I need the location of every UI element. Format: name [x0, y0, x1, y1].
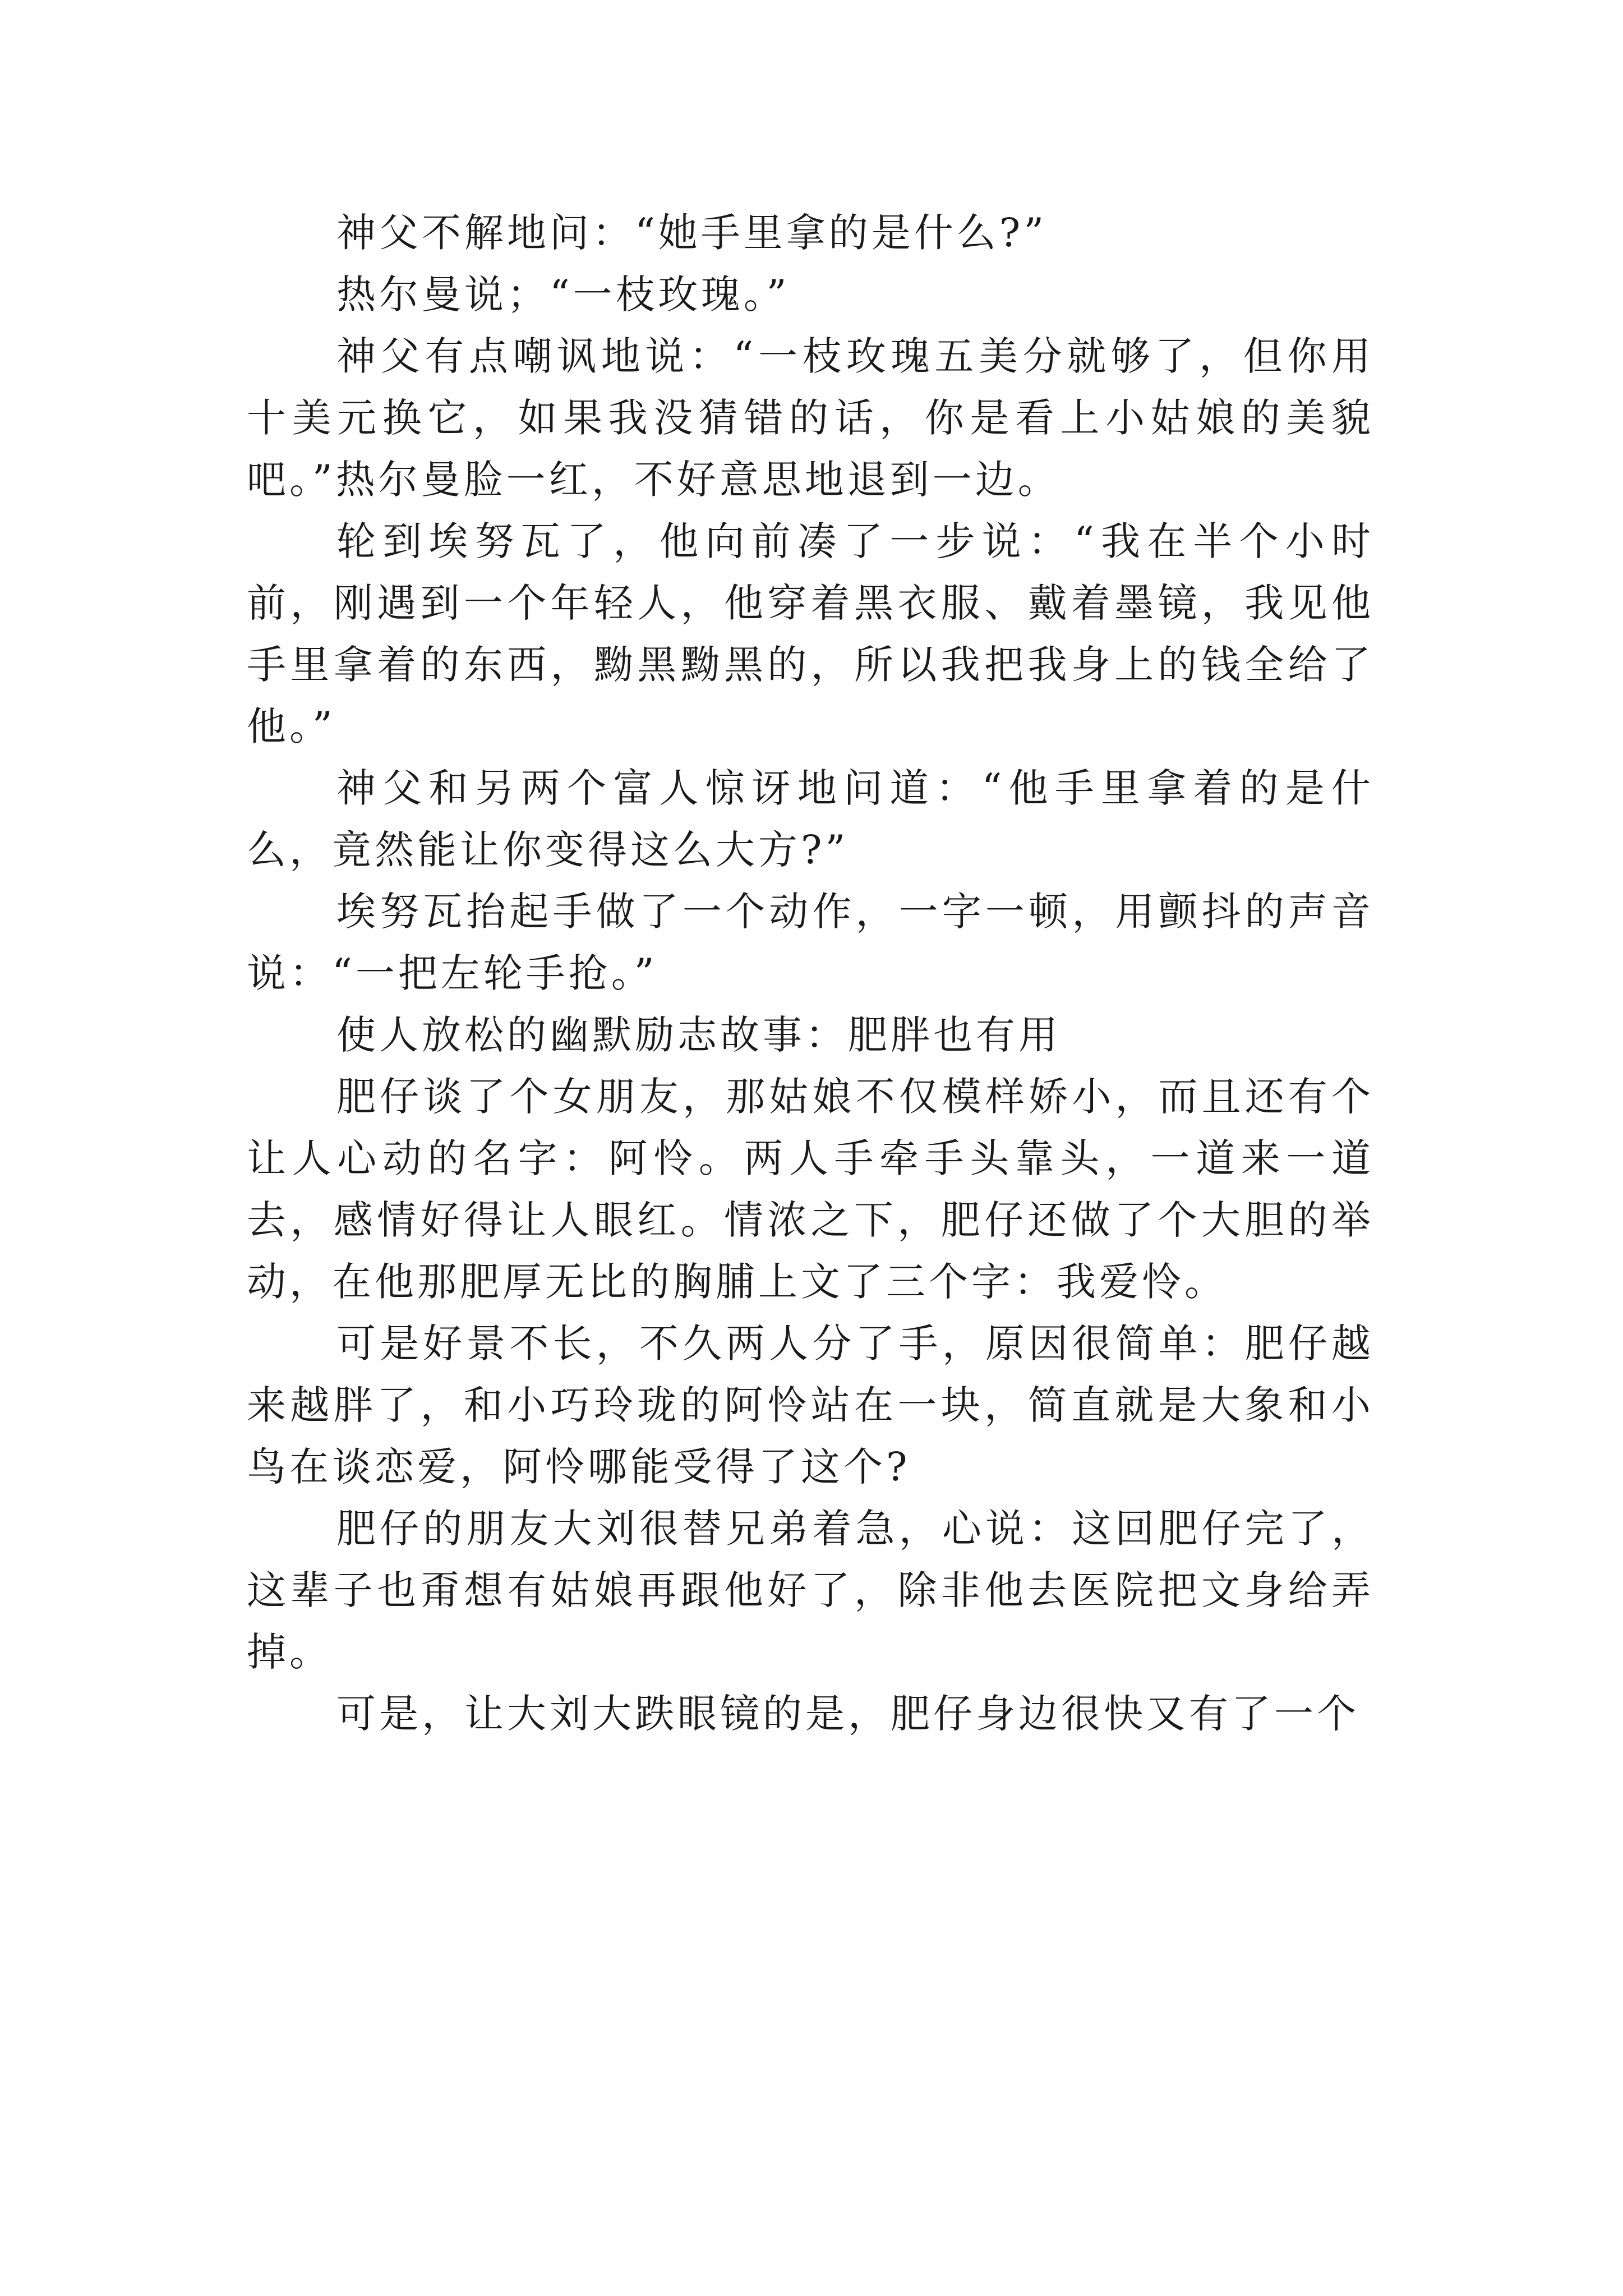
section-heading: 使人放松的幽默励志故事：肥胖也有用	[336, 1012, 1061, 1058]
paragraph: 热尔曼说；“一枝玫瑰。”	[336, 272, 790, 318]
paragraph: 神父不解地问：“她手里拿的是什么?”	[336, 210, 1048, 256]
paragraph: 可是，让大刘大跌眼镜的是，肥仔身边很快又有了一个	[336, 1691, 1359, 1737]
document-body	[247, 202, 1374, 1745]
paragraph: 埃努瓦抬起手做了一个动作，一字一顿，用颤抖的声音说：“一把左轮手抢。”	[247, 889, 1374, 996]
paragraph: 肥仔谈了个女朋友，那姑娘不仅模样娇小，而且还有个让人心动的名字：阿怜。两人手牵手头靠头，一道来一道去，感情好得让人眼红。情浓之下，肥仔还做了个大胆的举动，在他那肥厚无比的胸脯上文了三个字：我爱怜。	[247, 1074, 1374, 1305]
paragraph: 轮到埃努瓦了，他向前凑了一步说：“我在半个小时前，刚遇到一个年轻人，他穿着黑衣服、戴着墨镜，我见他手里拿着的东西，黝黑黝黑的，所以我把我身上的钱全给了他。”	[247, 518, 1374, 749]
paragraph: 肥仔的朋友大刘很替兄弟着急，心说：这回肥仔完了，这辈子也甭想有姑娘再跟他好了，除非他去医院把文身给弄掉。	[247, 1506, 1374, 1675]
paragraph: 神父和另两个富人惊讶地问道：“他手里拿着的是什么，竟然能让你变得这么大方?”	[247, 765, 1374, 873]
paragraph: 可是好景不长，不久两人分了手，原因很简单：肥仔越来越胖了，和小巧玲珑的阿怜站在一块，简直就是大象和小鸟在谈恋爱，阿怜哪能受得了这个?	[247, 1320, 1374, 1490]
paragraph: 神父有点嘲讽地说：“一枝玫瑰五美分就够了，但你用十美元换它，如果我没猜错的话，你是看上小姑娘的美貌吧。”热尔曼脸一红，不好意思地退到一边。	[247, 333, 1374, 503]
